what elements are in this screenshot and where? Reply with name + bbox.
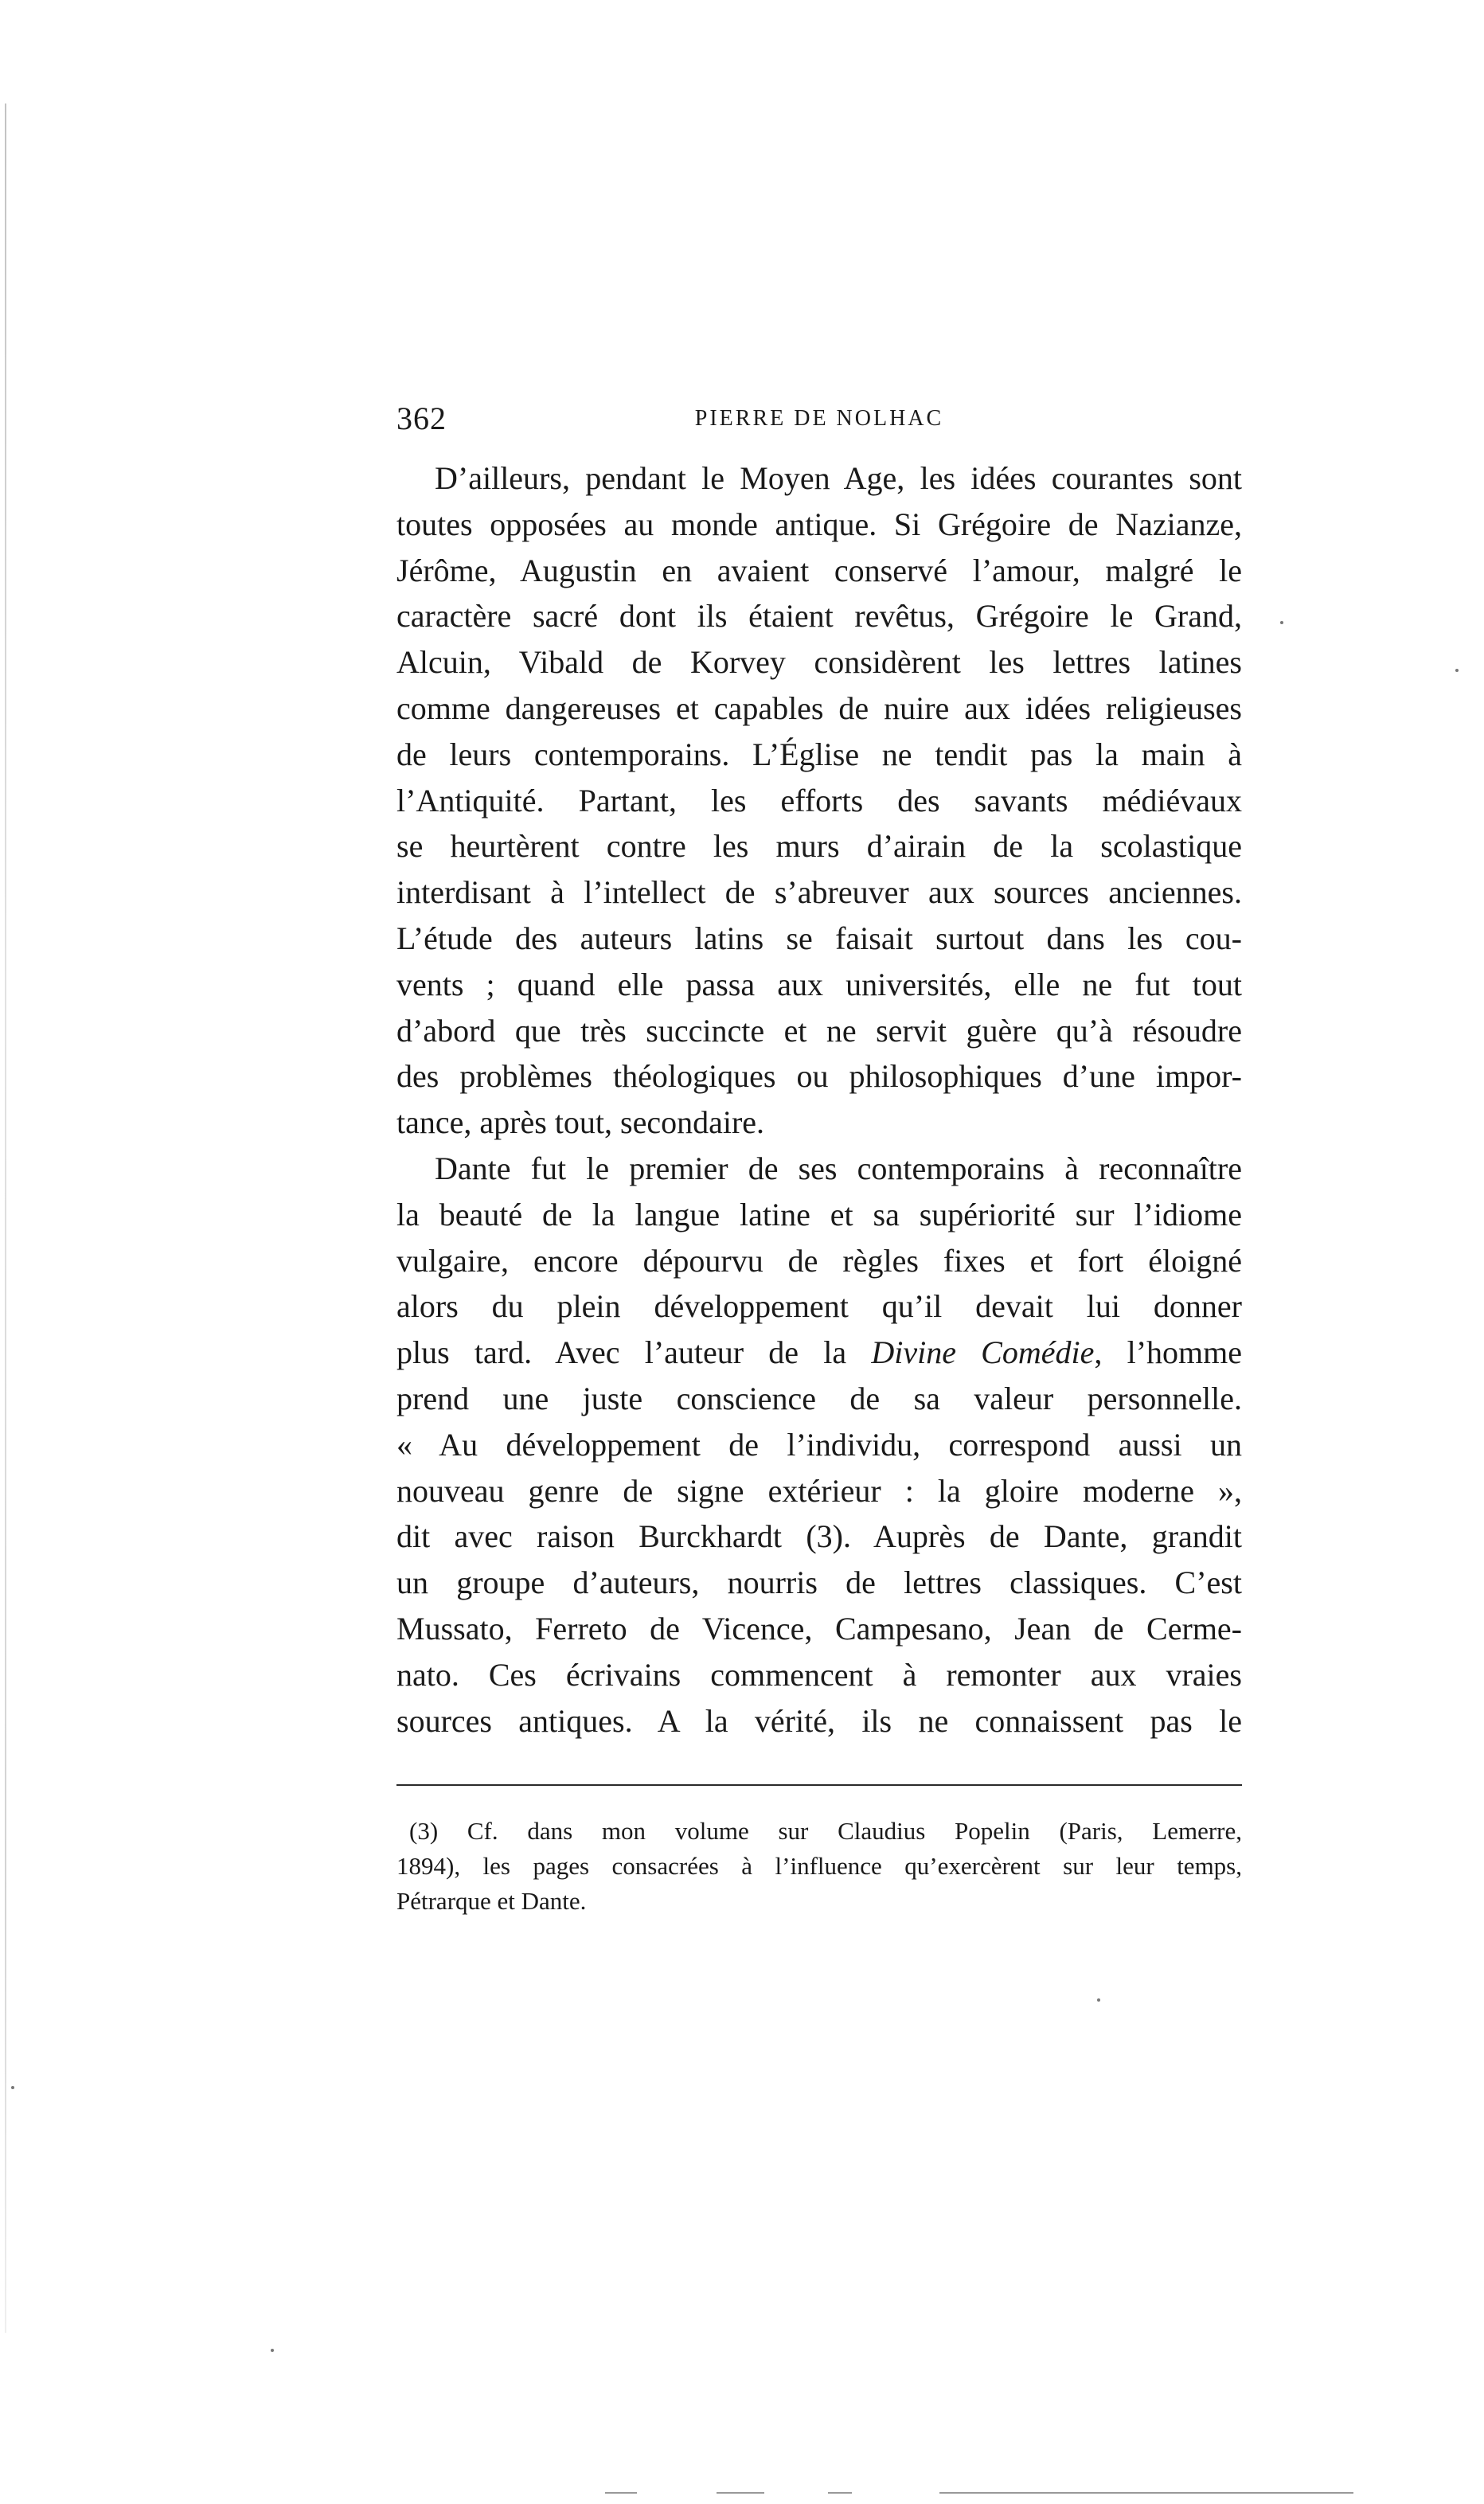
- text-line: l’Antiquité. Partant, les efforts des savants médiévaux: [396, 782, 1242, 818]
- text-line: dit avec raison Burckhardt (3). Auprès de Dante, grandit: [396, 1518, 1242, 1555]
- text-line: nato. Ces écrivains commencent à remonter aux vraies: [396, 1656, 1242, 1693]
- text-line: sources antiques. A la vérité, ils ne connaissent pas le: [396, 1702, 1242, 1739]
- text-line: alors du plein développement qu’il devait lui donner: [396, 1288, 1242, 1325]
- text-line: Dante fut le premier de ses contemporains à reconnaître: [435, 1150, 1242, 1186]
- text-line: des problèmes théologiques ou philosophiques d’une impor-: [396, 1058, 1242, 1095]
- scan-speck: [11, 2086, 14, 2089]
- text-line: Jérôme, Augustin en avaient conservé l’amour, malgré le: [396, 552, 1242, 588]
- text-line: de leurs contemporains. L’Église ne tendit pas la main à: [396, 736, 1242, 772]
- running-head: PIERRE DE NOLHAC: [694, 406, 944, 431]
- text-line: la beauté de la langue latine et sa supériorité sur l’idiome: [396, 1196, 1242, 1232]
- text-line: un groupe d’auteurs, nourris de lettres classiques. C’est: [396, 1565, 1242, 1601]
- text-line: se heurtèrent contre les murs d’airain de la scolastique: [396, 828, 1242, 865]
- text-line: « Au développement de l’individu, correspond aussi un: [396, 1426, 1242, 1463]
- page-edge-shadow: [5, 104, 6, 2333]
- scan-artifact-line: [828, 2492, 852, 2494]
- text-line: vulgaire, encore dépourvu de règles fixes et fort éloigné: [396, 1242, 1242, 1279]
- text-line: vents ; quand elle passa aux universités, elle ne fut tout: [396, 966, 1242, 1002]
- text-line: nouveau genre de signe extérieur : la gloire moderne »,: [396, 1472, 1242, 1509]
- text-line: caractère sacré dont ils étaient revêtus, Grégoire le Grand,: [396, 598, 1242, 635]
- scan-speck: [1280, 621, 1283, 624]
- page-number: 362: [396, 400, 447, 436]
- italic-title: Divine Comédie: [871, 1334, 1095, 1371]
- text-line: tance, après tout, secondaire.: [396, 1104, 765, 1141]
- footnote-line: Pétrarque et Dante.: [396, 1887, 587, 1915]
- scan-artifact-line: [939, 2492, 1353, 2494]
- text-line: Alcuin, Vibald de Korvey considèrent les lettres latines: [396, 644, 1242, 681]
- main-text: [396, 455, 1242, 1744]
- footnote-line: (3) Cf. dans mon volume sur Claudius Popelin (Paris, Lemerre,: [409, 1817, 1242, 1845]
- text-line: interdisant à l’intellect de s’abreuver aux sources anciennes.: [396, 874, 1242, 911]
- text-line: d’abord que très succincte et ne servit guère qu’à résoudre: [396, 1012, 1242, 1049]
- text-line: D’ailleurs, pendant le Moyen Age, les idées courantes sont: [435, 460, 1242, 496]
- scan-speck: [271, 2349, 274, 2352]
- text-line: prend une juste conscience de sa valeur personnelle.: [396, 1380, 1242, 1416]
- text-line: L’étude des auteurs latins se faisait surtout dans les cou-: [396, 920, 1242, 956]
- scan-speck: [1455, 669, 1459, 672]
- footnote: [396, 1814, 1242, 1919]
- text-segment: , l’homme: [1094, 1334, 1242, 1371]
- text-line: [396, 1330, 1242, 1376]
- scan-artifact-line: [717, 2492, 764, 2494]
- text-line: toutes opposées au monde antique. Si Grégoire de Nazianze,: [396, 506, 1242, 542]
- text-line: Mussato, Ferreto de Vicence, Campesano, Jean de Cerme-: [396, 1610, 1242, 1647]
- text-line: comme dangereuses et capables de nuire aux idées religieuses: [396, 689, 1242, 726]
- footnote-line: 1894), les pages consacrées à l’influence qu’exercèrent sur leur temps,: [396, 1852, 1242, 1880]
- scan-speck: [1097, 1998, 1100, 2002]
- page-header: [396, 400, 1242, 447]
- text-segment: plus tard. Avec l’auteur de la: [396, 1334, 872, 1371]
- footnote-rule: [396, 1784, 1242, 1786]
- scan-artifact-line: [605, 2492, 637, 2494]
